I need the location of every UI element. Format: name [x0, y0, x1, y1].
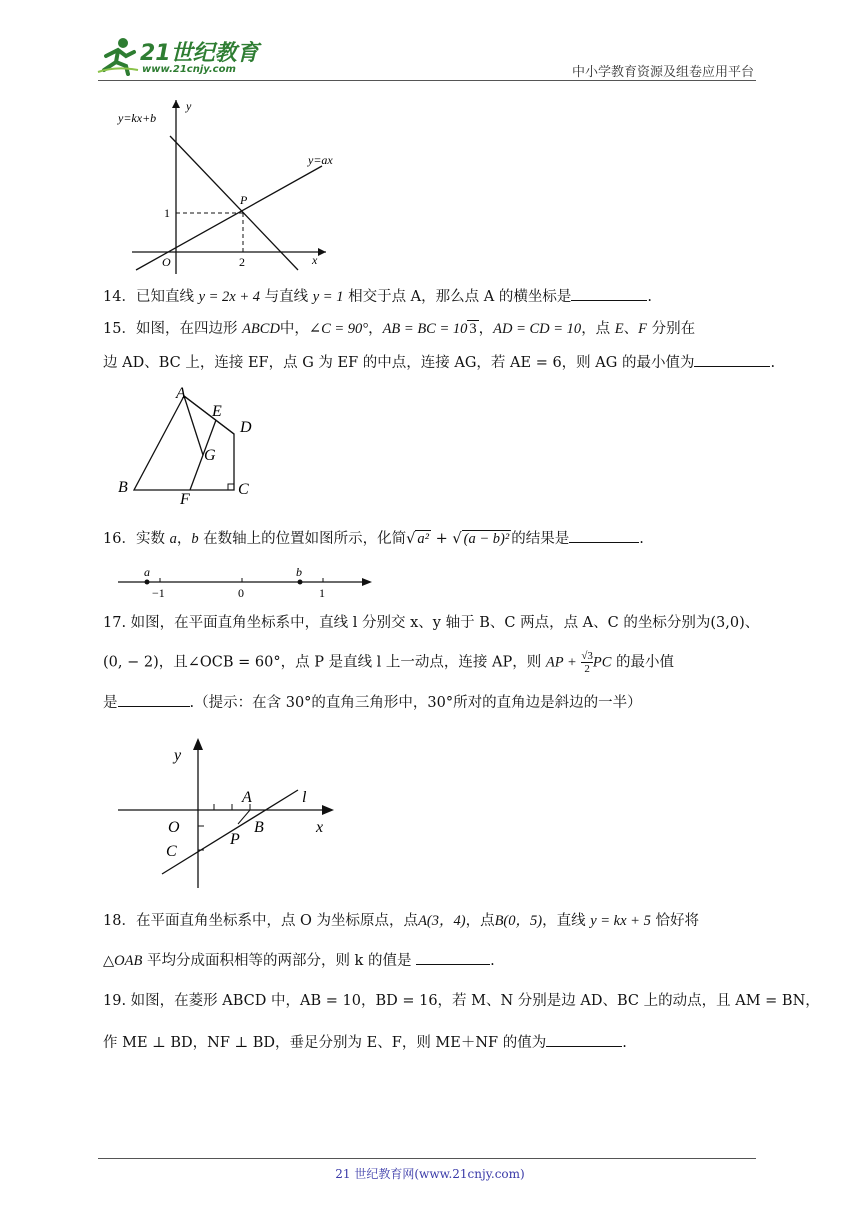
q17-expr: AP + — [545, 654, 577, 671]
q18-end: . — [490, 953, 495, 969]
question-15-line1 — [103, 318, 695, 340]
answer-blank[interactable] — [569, 528, 639, 543]
header-logo — [96, 34, 266, 78]
q16-b: b — [191, 531, 199, 547]
footer-rule — [98, 1158, 756, 1159]
label-f: F — [180, 491, 190, 506]
answer-blank[interactable] — [571, 286, 647, 301]
header-platform-text: 中小学教育资源及组卷应用平台 — [572, 65, 755, 80]
tick-2: 2 — [239, 255, 245, 269]
footer-text: 21 世纪教育网(www.21cnjy.com) — [335, 1167, 525, 1181]
label-a: A — [176, 385, 186, 402]
question-19-line2 — [103, 1032, 627, 1054]
label-y: y — [174, 747, 182, 764]
label-p: P — [240, 193, 248, 207]
q15-sep: ， — [478, 321, 494, 337]
tick-1: 1 — [319, 586, 325, 600]
figure-number-line — [116, 564, 386, 600]
answer-blank[interactable] — [118, 692, 190, 707]
q16-plus: + — [435, 531, 448, 547]
q15-line2-text: 边 AD、BC 上，连接 EF，点 G 为 EF 的中点，连接 AG，若 AE = 6，则 AG 的最小值为 — [103, 355, 695, 371]
label-kx: y=kx+b — [118, 111, 157, 125]
label-p: P — [230, 831, 240, 848]
q16-sep: ， — [176, 531, 192, 547]
label-b: b — [296, 565, 302, 579]
q17-line3-hint: .（提示：在含 30°的直角三角形中，30°所对的直角边是斜边的一半） — [189, 695, 642, 711]
q16-end: . — [639, 531, 644, 547]
q18-text: 平均分成面积相等的两部分，则 k 的值是 — [146, 953, 412, 969]
q15-quad: ABCD — [242, 321, 280, 337]
label-c: C — [238, 481, 249, 498]
label-o: O — [168, 819, 180, 836]
q18-text: 恰好将 — [655, 913, 699, 929]
q19-end: . — [622, 1035, 627, 1051]
q14-pre: 已知直线 — [135, 289, 194, 305]
q15-text: 中， — [279, 321, 309, 337]
label-b: B — [254, 819, 264, 836]
q18-triangle: △OAB — [103, 953, 143, 969]
q16-a: a — [169, 531, 177, 547]
q15-sqrt: 3 — [469, 321, 477, 337]
label-g: G — [204, 447, 216, 464]
q18-eq: y = kx + 5 — [590, 913, 651, 929]
label-e: E — [212, 403, 222, 420]
q17-line3-text: 是 — [103, 695, 118, 711]
q16-expr-a: a² — [417, 531, 430, 547]
q18-sep: ，点 — [465, 913, 495, 929]
label-c: C — [166, 843, 177, 860]
q15-text: 15．如图，在四边形 — [103, 321, 238, 337]
q18-point-b: B(0，5) — [494, 913, 543, 929]
label-d: D — [240, 419, 252, 436]
q17-line1: 17. 如图，在平面直角坐标系中，直线 l 分别交 x、y 轴于 B、C 两点，点 A、C 的坐标分别为(3,0)、 — [103, 615, 760, 631]
label-a: A — [242, 789, 252, 806]
q15-cond2: AB = BC = 10 — [382, 321, 468, 337]
question-19-line1 — [103, 990, 820, 1012]
q18-point-a: A(3，4) — [418, 913, 466, 929]
question-17-line1 — [103, 612, 759, 634]
figure-quadrilateral — [112, 384, 272, 506]
label-ax: y=ax — [308, 153, 333, 167]
runner-logo-icon — [96, 36, 140, 76]
question-14 — [103, 286, 652, 308]
q19-line2: 作 ME ⊥ BD，NF ⊥ BD，垂足分别为 E、F，则 ME＋NF 的值为 — [103, 1035, 547, 1051]
q16-expr-b: (a − b)² — [463, 531, 510, 547]
figure-linear-intersection — [112, 96, 352, 276]
q17-expr-pc: PC — [592, 654, 612, 671]
q17-line2-text: (0, − 2)，且∠OCB = 60°，点 P 是直线 l 上一动点，连接 AP，则 — [103, 654, 542, 671]
q15-cond1: ∠C = 90° — [308, 321, 369, 337]
question-18-line1 — [103, 910, 699, 932]
question-17-line2 — [103, 650, 674, 675]
label-x: x — [312, 253, 318, 267]
q17-frac-num: √3 — [581, 650, 593, 662]
question-17-line3 — [103, 692, 642, 714]
q15-end: . — [770, 355, 776, 371]
q15-cond3: AD = CD = 10 — [493, 321, 582, 337]
label-a: a — [144, 565, 150, 579]
label-y: y — [186, 99, 192, 113]
q15-pt-e: E — [614, 321, 624, 337]
q15-text: 分别在 — [651, 321, 696, 337]
header-rule — [98, 80, 756, 81]
q14-end: . — [647, 289, 652, 305]
q16-text: 在数轴上的位置如图所示，化简 — [203, 531, 407, 547]
q14-eq1: y = 2x + 4 — [198, 289, 261, 305]
answer-blank[interactable] — [694, 352, 770, 367]
label-b: B — [118, 479, 128, 496]
label-origin: O — [162, 255, 171, 269]
q14-post: 相交于点 A，那么点 A 的横坐标是 — [348, 289, 572, 305]
question-16 — [103, 528, 644, 550]
label-l: l — [302, 789, 307, 806]
q14-mid: 与直线 — [264, 289, 309, 305]
q18-text: 18．在平面直角坐标系中，点 O 为坐标原点，点 — [103, 913, 419, 929]
q16-radical-a: √ a² — [406, 531, 430, 547]
tick-0: 0 — [238, 586, 244, 600]
question-15-line2 — [103, 352, 775, 374]
label-x: x — [316, 819, 324, 836]
q16-text: 的结果是 — [511, 531, 570, 547]
figure-coordinate-line — [112, 736, 352, 892]
question-18-line2 — [103, 950, 495, 972]
q16-radical-b: √ (a − b)² — [452, 531, 510, 547]
q15-sep: ， — [368, 321, 383, 337]
q19-line1: 19. 如图，在菱形 ABCD 中，AB = 10，BD = 16，若 M、N 分别是边 AD、BC 上的动点，且 AM = BN， — [103, 993, 820, 1009]
answer-blank[interactable] — [416, 950, 490, 965]
q15-pt-f: F — [638, 321, 648, 337]
q15-sep: 、 — [623, 321, 639, 337]
tick-neg1: −1 — [152, 586, 165, 600]
q15-text: ，点 — [581, 321, 611, 337]
q17-fraction — [581, 650, 593, 675]
answer-blank[interactable] — [546, 1032, 622, 1047]
tick-1: 1 — [164, 206, 170, 220]
q14-eq2: y = 1 — [312, 289, 344, 305]
q18-text: ，直线 — [542, 913, 586, 929]
logo-url: www.21cnjy.com — [142, 64, 236, 75]
q17-line2-tail: 的最小值 — [616, 654, 675, 671]
q14-num: 14． — [103, 289, 136, 305]
q17-frac-den: 2 — [584, 663, 590, 675]
logo-text: 21世纪教育 — [140, 41, 259, 66]
q16-text: 16．实数 — [103, 531, 165, 547]
